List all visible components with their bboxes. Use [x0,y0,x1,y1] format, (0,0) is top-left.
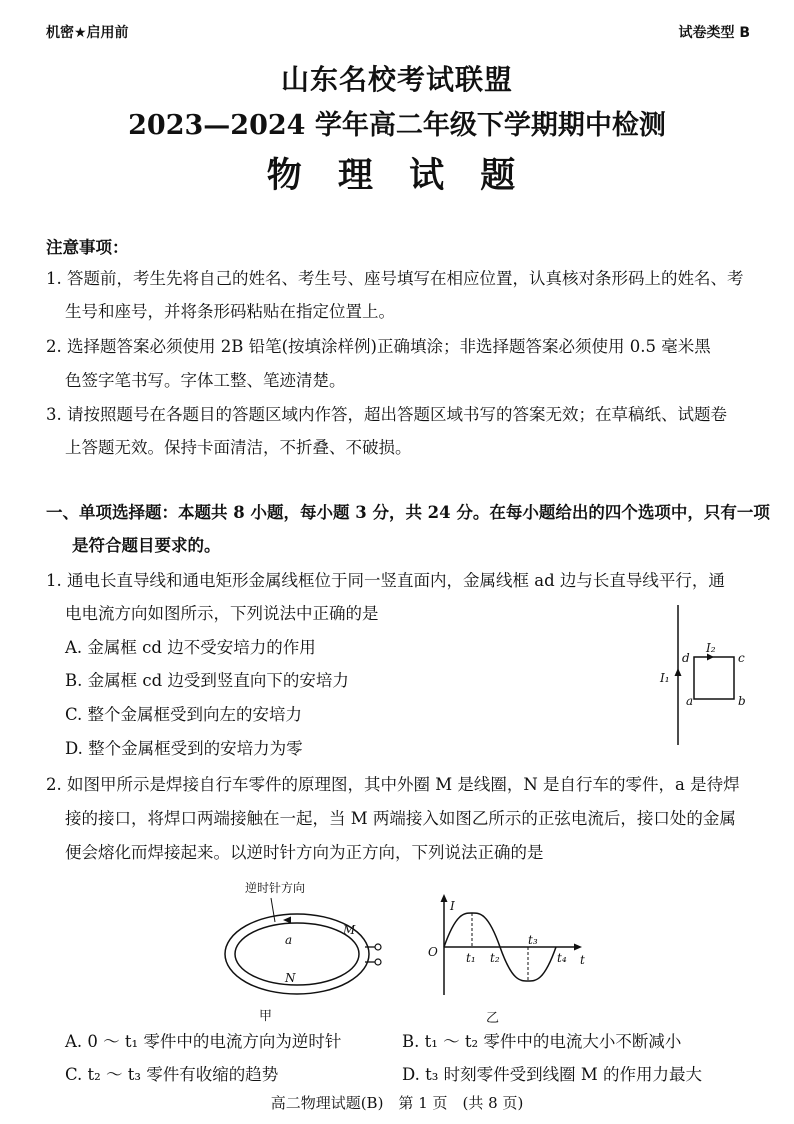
label-t1: t₁ [466,951,476,965]
paper-type-label: 试卷类型 B [678,25,750,41]
rectangular-frame [694,657,734,699]
exam-term-title: 2023—2024 学年高二年级下学期期中检测 [128,110,666,141]
label-t2: t₂ [490,951,500,965]
notice-heading: 注意事项： [46,238,129,257]
notice-item-2b: 色签字笔书写。字体工整、笔迹清楚。 [65,371,346,390]
counterclockwise-arrow [283,917,291,924]
notice-item-3a: 3. 请按照题号在各题目的答题区域内作答，超出答题区域书写的答案无效；在草稿纸、试题卷 [46,405,727,424]
label-O: O [428,945,438,959]
subject-title: 物 理 试 题 [266,155,528,196]
label-I1: I₁ [660,671,670,685]
caption-yi: 乙 [486,1011,500,1026]
notice-item-2a: 2. 选择题答案必须使用 2B 铅笔(按填涂样例)正确填涂；非选择题答案必须使用 0.5 毫米黑 [46,337,711,356]
section-heading: 一、单项选择题：本题共 8 小题，每小题 3 分，共 24 分。在每小题给出的四个选项中，只有一项 [46,503,770,522]
direction-label: 逆时针方向 [245,881,306,895]
label-M: M [343,923,356,937]
label-b: b [738,694,746,708]
welding-figure [215,872,390,1027]
label-t3: t₃ [528,933,538,947]
terminal-1 [375,944,381,950]
q2-option-a: A. 0 ～ t₁ 零件中的电流方向为逆时针 [65,1032,342,1051]
q1-option-a: A. 金属框 cd 边不受安培力的作用 [65,638,316,657]
direction-leader [271,898,275,922]
q1-option-b: B. 金属框 cd 边受到竖直向下的安培力 [65,671,349,690]
x-axis-arrow [574,944,582,951]
label-d: d [682,651,690,665]
confidential-label: 机密★启用前 [46,25,129,41]
q1-stem-line1: 1. 通电长直导线和通电矩形金属线框位于同一竖直面内，金属线框 ad 边与长直导线平行，通 [46,571,725,590]
section-heading-cont: 是符合题目要求的。 [72,536,221,555]
label-I: I [450,899,455,913]
label-a-joint: a [285,933,293,947]
current-graph [420,890,590,1030]
label-N: N [285,971,296,985]
notice-item-1b: 生号和座号，并将条形码粘贴在指定位置上。 [65,302,395,321]
q1-figure [650,600,760,750]
q2-stem-line1: 2. 如图甲所示是焊接自行车零件的原理图，其中外圈 M 是线圈，N 是自行车的零件，a 是待焊 [46,775,740,794]
q1-option-d: D. 整个金属框受到的安培力为零 [65,739,303,758]
current-arrow-up [675,668,682,676]
q2-stem-line3: 便会熔化而焊接起来。以逆时针方向为正方向，下列说法正确的是 [65,843,544,862]
notice-item-1a: 1. 答题前，考生先将自己的姓名、考生号、座号填写在相应位置，认真核对条形码上的姓名、考 [46,269,744,288]
exam-union-title: 山东名校考试联盟 [280,63,513,96]
label-a: a [686,694,694,708]
y-axis-arrow [441,894,448,902]
label-I2: I₂ [706,641,716,655]
notice-item-3b: 上答题无效。保持卡面清洁，不折叠、不破损。 [65,438,412,457]
page-footer: 高二物理试题(B) 第 1 页 (共 8 页) [270,1094,524,1112]
q2-option-d: D. t₃ 时刻零件受到线圈 M 的作用力最大 [402,1065,703,1084]
terminal-2 [375,959,381,965]
q2-option-b: B. t₁ ～ t₂ 零件中的电流大小不断减小 [402,1032,682,1051]
label-t: t [580,953,585,967]
caption-jia: 甲 [259,1009,273,1024]
q2-stem-line2: 接的接口，将焊口两端接触在一起，当 M 两端接入如图乙所示的正弦电流后，接口处的金属 [65,809,736,828]
inner-part-N [235,923,359,985]
label-t4: t₄ [557,951,567,965]
q2-option-c: C. t₂ ～ t₃ 零件有收缩的趋势 [65,1065,279,1084]
q1-option-c: C. 整个金属框受到向左的安培力 [65,705,303,724]
q1-stem-line2: 电电流方向如图所示，下列说法中正确的是 [65,604,379,623]
label-c: c [738,651,745,665]
